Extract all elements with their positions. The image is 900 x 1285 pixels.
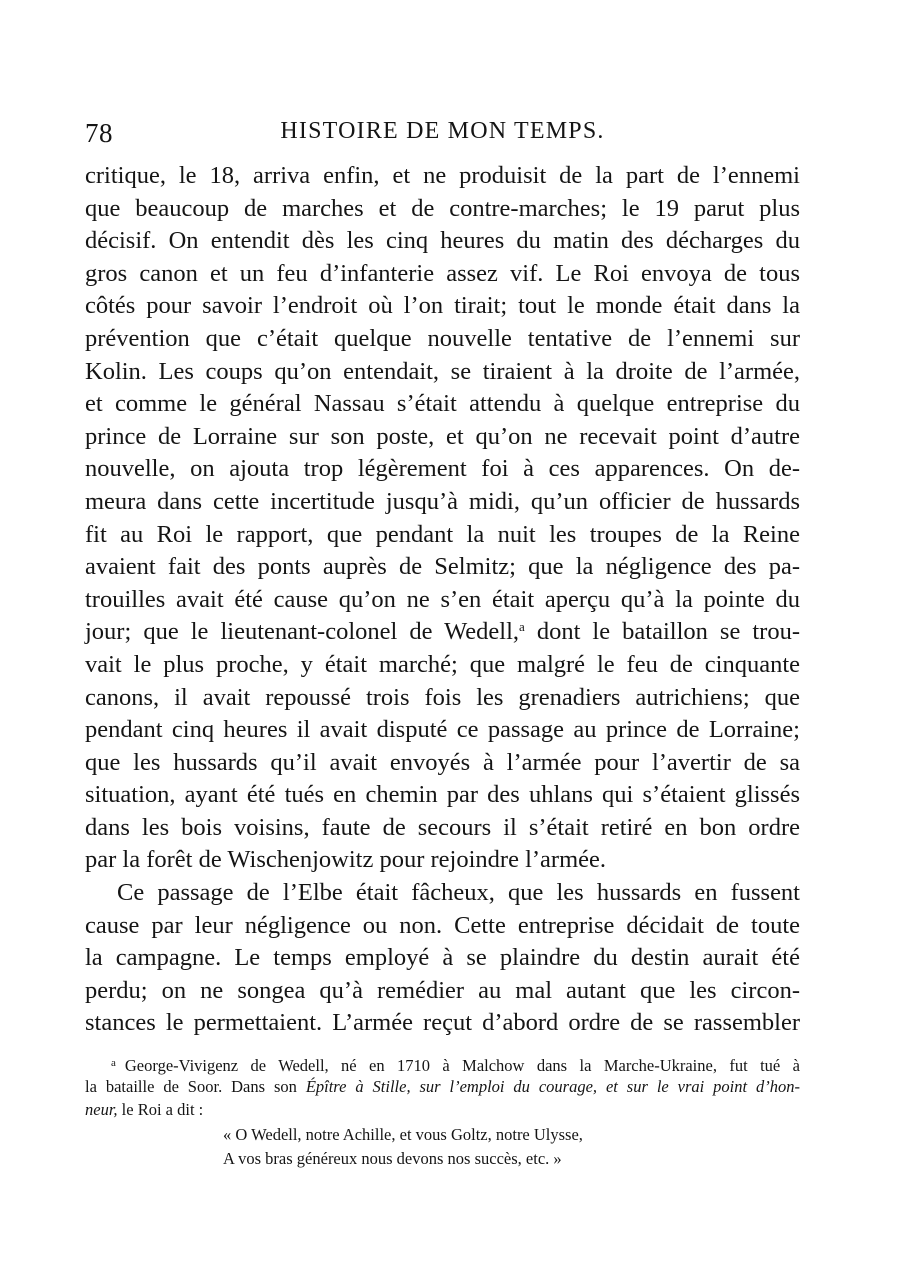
text-line: fit au Roi le rapport, que pendant la nuit les troupes de la Reine <box>85 520 800 548</box>
text-line: que les hussards qu’il avait envoyés à l’armée pour l’avertir de sa <box>85 748 800 776</box>
page-number: 78 <box>85 118 113 148</box>
page-header <box>85 116 800 152</box>
footnote <box>85 1052 800 1171</box>
footnote-reference: a <box>519 619 525 635</box>
text-line: que beaucoup de marches et de contre-marches; le 19 parut plus <box>85 194 800 222</box>
text-line: critique, le 18, arriva enfin, et ne produisit de la part de l’ennemi <box>85 162 800 189</box>
text-line-indented: Ce passage de l’Elbe était fâcheux, que les hussards en fussent <box>117 879 800 907</box>
footnote-mark: a <box>111 1057 116 1069</box>
text-line: stances le permettaient. L’armée reçut d’abord ordre de se rassembler <box>85 1009 800 1037</box>
quotation-line: A vos bras généreux nous devons nos succès, etc. » <box>223 1149 562 1168</box>
text-line: prévention que c’était quelque nouvelle tentative de l’ennemi sur <box>85 324 800 352</box>
text-line: avaient fait des ponts auprès de Selmitz; que la négligence des pa- <box>85 553 800 581</box>
footnote-line <box>85 1098 800 1121</box>
text-line: perdu; on ne songea qu’à remédier au mal autant que les circon- <box>85 976 800 1004</box>
text-line: situation, ayant été tués en chemin par des uhlans qui s’étaient glissés <box>85 781 800 809</box>
footnote-quotation <box>85 1123 800 1171</box>
footnote-text: le Roi a dit : <box>117 1100 204 1119</box>
text-line: décisif. On entendit dès les cinq heures du matin des décharges du <box>85 227 800 255</box>
footnote-text: George-Vivigenz de Wedell, né en 1710 à Malchow dans la Marche-Ukraine, fut tué à <box>124 1056 800 1075</box>
text-line: trouilles avait été cause qu’on ne s’en était aperçu qu’à la pointe du <box>85 585 800 613</box>
footnote-line <box>85 1052 800 1075</box>
text-line: pendant cinq heures il avait disputé ce passage au prince de Lorraine; <box>85 716 800 744</box>
text-line: et comme le général Nassau s’était attendu à quelque entreprise du <box>85 390 800 418</box>
text-segment: dont le bataillon se trou- <box>524 618 800 646</box>
running-head: HISTOIRE DE MON TEMPS. <box>280 118 605 144</box>
text-line: Kolin. Les coups qu’on entendait, se tiraient à la droite de l’armée, <box>85 357 800 385</box>
quotation-line: « O Wedell, notre Achille, et vous Goltz, notre Ulysse, <box>223 1125 583 1144</box>
text-line: par la forêt de Wischenjowitz pour rejoindre l’armée. <box>85 846 607 874</box>
body-text <box>85 160 800 1040</box>
text-line: côtés pour savoir l’endroit où l’on tirait; tout le monde était dans la <box>85 292 800 320</box>
footnote-title: neur, <box>85 1100 118 1119</box>
text-segment: jour; que le lieutenant-colonel de Wedell, <box>85 618 519 646</box>
text-line: nouvelle, on ajouta trop légèrement foi à ces apparences. On de- <box>85 455 800 483</box>
text-line: vait le plus proche, y était marché; que malgré le feu de cinquante <box>85 650 800 678</box>
footnote-text: la bataille de Soor. Dans son <box>85 1077 306 1096</box>
text-line: gros canon et un feu d’infanterie assez vif. Le Roi envoya de tous <box>85 259 800 287</box>
text-line: canons, il avait repoussé trois fois les grenadiers autrichiens; que <box>85 683 800 711</box>
text-line: cause par leur négligence ou non. Cette entreprise décidait de toute <box>85 911 800 939</box>
text-line: meura dans cette incertitude jusqu’à midi, qu’un officier de hussards <box>85 487 800 515</box>
text-line-with-footnote-ref <box>85 616 800 649</box>
footnote-line <box>85 1075 800 1098</box>
text-line: dans les bois voisins, faute de secours il s’était retiré en bon ordre <box>85 813 800 841</box>
text-line: prince de Lorraine sur son poste, et qu’on ne recevait point d’autre <box>85 422 800 450</box>
footnote-title: Épître à Stille, sur l’emploi du courage, et sur le vrai point d’hon- <box>305 1077 800 1096</box>
text-line: la campagne. Le temps employé à se plaindre du destin aurait été <box>85 944 800 972</box>
